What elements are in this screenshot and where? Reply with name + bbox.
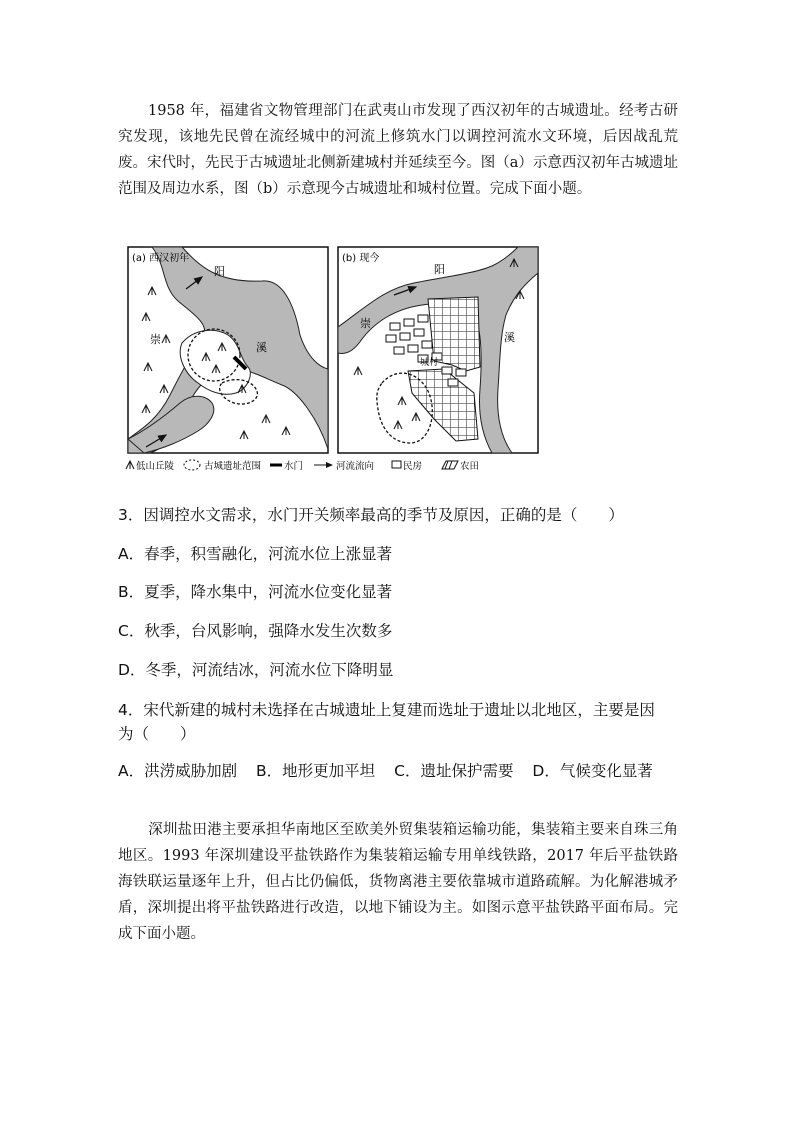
q4-option-d[interactable]: D．气候变化显著 xyxy=(532,762,653,780)
river-char-chong-a: 崇 xyxy=(150,333,161,346)
question-3-stem: 3．因调控水文需求，水门开关频率最高的季节及原因，正确的是（ ） xyxy=(118,506,624,524)
second-passage: 深圳盐田港主要承担华南地区至欧美外贸集装箱运输功能，集装箱主要来自珠三角地区。1993 年深圳建设平盐铁路作为集装箱运输专用单线铁路，2017 年后平盐铁路海铁联运量逐年上升，但占比仍偏低，货物离港主要依靠城市道路疏解。为化解港城矛盾，深圳提出将平盐铁路进行改造，以地下铺设为主。如图示意平盐铁路平面布局。完成下面小题。 xyxy=(118,822,678,942)
legend-flow: 河流流向 xyxy=(336,461,375,472)
question-4-stem-line2: 为（ ） xyxy=(118,725,196,743)
river-char-xi-a: 溪 xyxy=(256,341,267,354)
legend-hills: 低山丘陵 xyxy=(136,461,175,472)
q4-option-a[interactable]: A．洪涝威胁加剧 xyxy=(118,762,238,780)
panel-a-label: (a) 西汉初年 xyxy=(132,253,190,264)
legend-houses: 民房 xyxy=(403,461,423,472)
panel-b xyxy=(338,247,538,453)
legend-gate: 水门 xyxy=(284,461,304,472)
q3-option-a[interactable]: A．春季，积雪融化，河流水位上涨显著 xyxy=(118,545,393,563)
hill-legend-icon xyxy=(126,461,134,469)
q3-option-d[interactable]: D．冬季，河流结冰，河流水位下降明显 xyxy=(118,661,394,679)
q4-option-c[interactable]: C．遗址保护需要 xyxy=(394,762,514,780)
intro-passage: 1958 年，福建省文物管理部门在武夷山市发现了西汉初年的古城遗址。经考古研究发现，该地先民曾在流经城中的河流上修筑水门以调控河流水文环境，后因战乱荒废。宋代时，先民于古城遗址北侧新建城村并延续至今。图（a）示意西汉初年古城遗址范围及周边水系，图（b）示意现今古城遗址和城村位置。完成下面小题。 xyxy=(118,103,678,197)
legend-farmland: 农田 xyxy=(460,461,480,472)
q4-options-row xyxy=(118,757,678,785)
river-char-yang-a: 阳 xyxy=(214,265,225,278)
q4-option-b[interactable]: B．地形更加平坦 xyxy=(256,762,376,780)
site-legend-icon xyxy=(184,460,200,470)
river-char-chong-b: 崇 xyxy=(360,317,371,330)
legend-site: 古城遗址范围 xyxy=(204,461,262,472)
panel-a xyxy=(128,247,328,453)
q3-option-c[interactable]: C．秋季，台风影响，强降水发生次数多 xyxy=(118,622,393,640)
panel-b-label: (b) 现今 xyxy=(342,253,380,264)
river-char-xi-b: 溪 xyxy=(504,331,515,344)
farmland-legend-icon xyxy=(442,461,458,469)
river-char-yang-b: 阳 xyxy=(434,263,445,276)
legend xyxy=(126,460,479,472)
house-legend-icon xyxy=(392,461,401,468)
q3-option-b[interactable]: B．夏季，降水集中，河流水位变化显著 xyxy=(118,583,393,601)
question-4-stem-line1: 4．宋代新建的城村未选择在古城遗址上复建而选址于遗址以北地区，主要是因 xyxy=(118,701,655,719)
map-figure xyxy=(122,243,544,473)
village-label: 城村 xyxy=(420,358,439,368)
